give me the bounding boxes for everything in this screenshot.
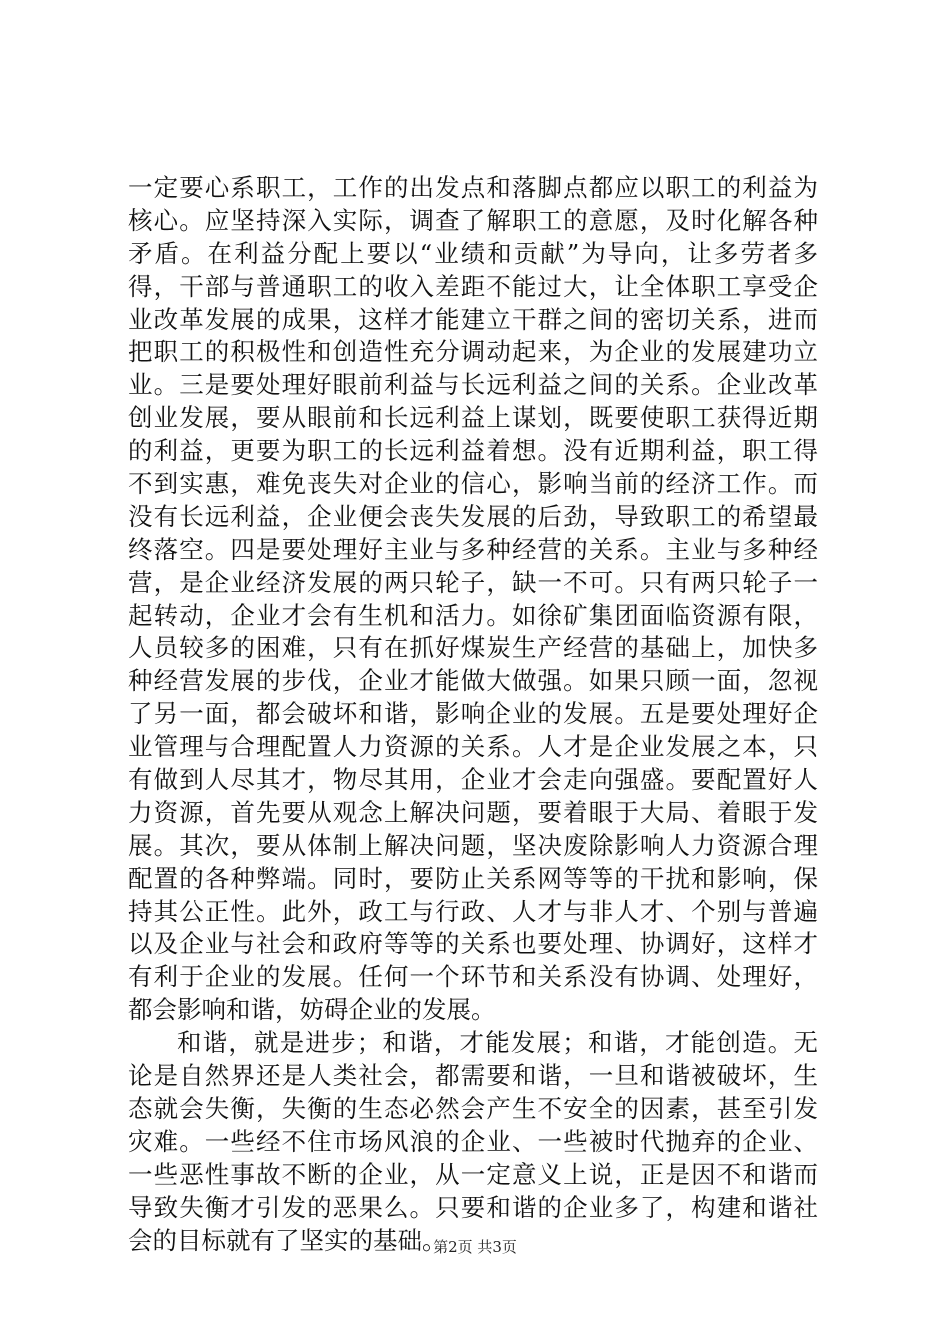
text-line: 终落空。四是要处理好主业与多种经营的关系。主业与多种经 [128,534,818,564]
text-line: 会的目标就有了坚实的基础。 [128,1225,447,1255]
text-line: 都会影响和谐，妨碍企业的发展。 [128,995,496,1025]
text-line: 不到实惠，难免丧失对企业的信心，影响当前的经济工作。而 [128,469,818,499]
text-line: 没有长远利益，企业便会丧失发展的后劲，导致职工的希望最 [128,501,818,531]
text-line: 起转动，企业才会有生机和活力。如徐矿集团面临资源有限， [128,600,818,630]
text-line: 力资源，首先要从观念上解决问题，要着眼于大局、着眼于发 [128,797,818,827]
paragraph-2 [128,1027,818,1257]
text-line: 持其公正性。此外，政工与行政、人才与非人才、个别与普遍 [128,896,818,926]
text-line: 灾难。一些经不住市场风浪的企业、一些被时代抛弃的企业、 [128,1126,818,1156]
text-line: 展。其次，要从体制上解决问题，坚决废除影响人力资源合理 [128,830,818,860]
text-line: 导致失衡才引发的恶果么。只要和谐的企业多了，构建和谐社 [128,1192,818,1222]
text-line: 人员较多的困难，只有在抓好煤炭生产经营的基础上，加快多 [128,633,818,663]
text-line: 得，干部与普通职工的收入差距不能过大，让全体职工享受企 [128,271,818,301]
text-line: 一些恶性事故不断的企业，从一定意义上说，正是因不和谐而 [128,1159,818,1189]
text-line: 了另一面，都会破坏和谐，影响企业的发展。五是要处理好企 [128,699,818,729]
text-line: 态就会失衡，失衡的生态必然会产生不安全的因素，甚至引发 [128,1093,818,1123]
text-line: 和谐，就是进步；和谐，才能发展；和谐，才能创造。无 [177,1028,818,1058]
text-line: 把职工的积极性和创造性充分调动起来，为企业的发展建功立 [128,337,818,367]
text-line: 的利益，更要为职工的长远利益着想。没有近期利益，职工得 [128,436,818,466]
text-line: 创业发展，要从眼前和长远利益上谋划，既要使职工获得近期 [128,403,818,433]
text-line: 业。三是要处理好眼前利益与长远利益之间的关系。企业改革 [128,370,818,400]
text-line: 核心。应坚持深入实际，调查了解职工的意愿，及时化解各种 [128,205,818,235]
text-line: 配置的各种弊端。同时，要防止关系网等等的干扰和影响，保 [128,863,818,893]
text-line: 业管理与合理配置人力资源的关系。人才是企业发展之本，只 [128,732,818,762]
text-line: 矛盾。在利益分配上要以“业绩和贡献”为导向，让多劳者多 [128,238,818,268]
text-line: 营，是企业经济发展的两只轮子，缺一不可。只有两只轮子一 [128,567,818,597]
text-line: 业改革发展的成果，这样才能建立干群之间的密切关系，进而 [128,304,818,334]
text-line: 一定要心系职工，工作的出发点和落脚点都应以职工的利益为 [128,173,818,202]
text-line: 有做到人尽其才，物尽其用，企业才会走向强盛。要配置好人 [128,765,818,795]
text-line: 以及企业与社会和政府等等的关系也要处理、协调好，这样才 [128,929,818,959]
text-line: 有利于企业的发展。任何一个环节和关系没有协调、处理好， [128,962,818,992]
text-line: 种经营发展的步伐，企业才能做大做强。如果只顾一面，忽视 [128,666,818,696]
paragraph-1 [128,172,818,1027]
body-text [128,172,818,1257]
page-number-footer: 第2页 共3页 [433,1238,517,1256]
text-line: 论是自然界还是人类社会，都需要和谐，一旦和谐被破坏，生 [128,1061,818,1091]
